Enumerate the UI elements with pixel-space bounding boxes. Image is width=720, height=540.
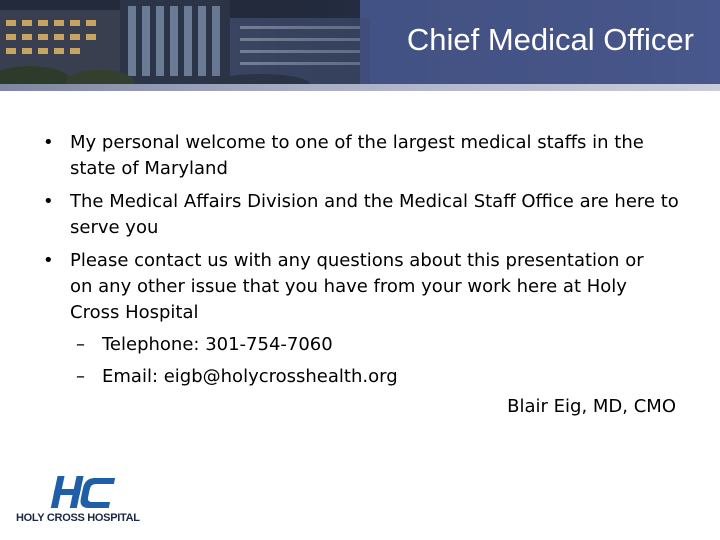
sub-bullet-marker: – [76,334,85,355]
bullet-marker: • [43,191,54,212]
telephone-text: Telephone: 301-754-7060 [102,334,333,355]
bullet-marker: • [43,250,54,271]
slide-title: Chief Medical Officer [406,22,694,57]
bullet-text-medical-affairs: The Medical Affairs Division and the Medical Staff Office are here to serve you [70,191,679,238]
holy-cross-hospital-logo [16,474,150,526]
email-text: Email: eigb@holycrosshealth.org [102,366,398,387]
bullet-text-contact: Please contact us with any questions about this presentation or on any other issue that you have from your work here at Holy Cross Hospital [70,250,644,323]
bullet-text-welcome: My personal welcome to one of the largest medical staffs in the state of Maryland [70,132,644,179]
hc-monogram-icon [16,474,150,512]
bullet-marker: • [43,132,54,153]
signature: Blair Eig, MD, CMO [507,396,676,417]
logo-wordmark: HOLY CROSS HOSPITAL [16,512,140,524]
sub-bullet-marker: – [76,366,85,387]
